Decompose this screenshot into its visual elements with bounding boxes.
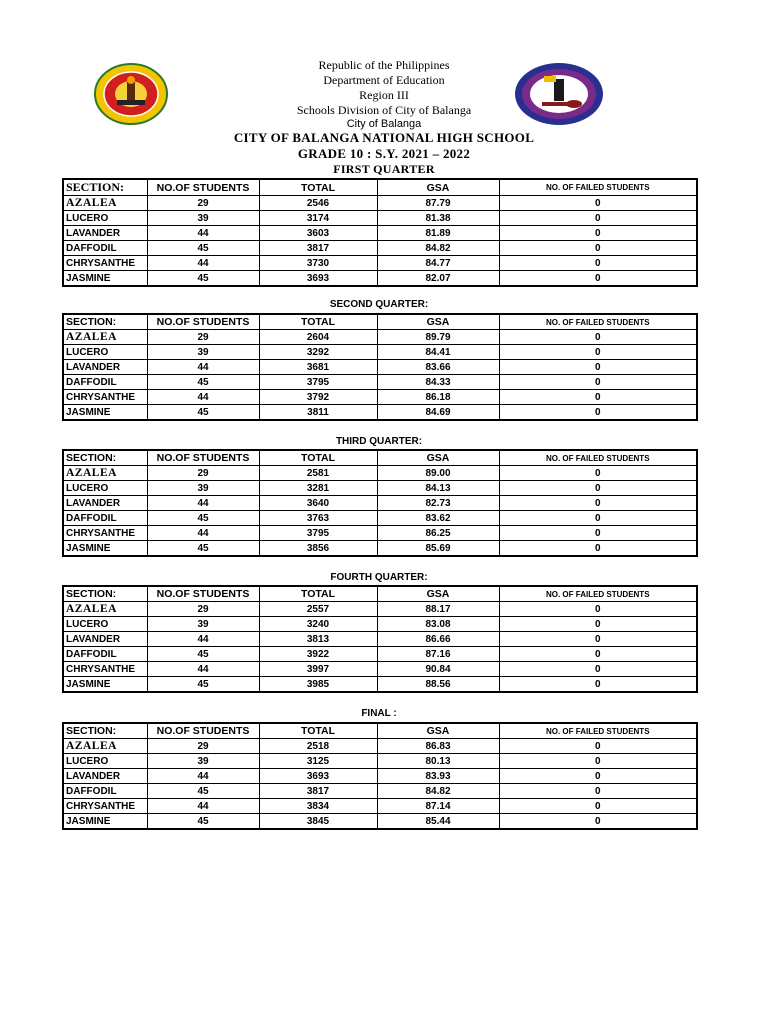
table-row (63, 390, 697, 405)
cell-gsa: 89.79 (377, 330, 499, 345)
cell-section: JASMINE (63, 677, 147, 693)
quarter-title-3: THIRD QUARTER: (335, 436, 423, 447)
col-gsa: GSA (377, 179, 499, 196)
cell-total: 3856 (259, 541, 377, 557)
cell-total: 3693 (259, 769, 377, 784)
cell-section: LAVANDER (63, 769, 147, 784)
cell-students: 45 (147, 677, 259, 693)
cell-gsa: 84.33 (377, 375, 499, 390)
cell-section: LUCERO (63, 345, 147, 360)
cell-gsa: 84.41 (377, 345, 499, 360)
cell-gsa: 83.93 (377, 769, 499, 784)
col-students: NO.OF STUDENTS (147, 586, 259, 602)
cell-total: 3997 (259, 662, 377, 677)
cell-gsa: 90.84 (377, 662, 499, 677)
cell-total: 2604 (259, 330, 377, 345)
cell-students: 29 (147, 196, 259, 211)
col-gsa: GSA (377, 586, 499, 602)
cell-students: 39 (147, 211, 259, 226)
cell-total: 3174 (259, 211, 377, 226)
cell-students: 45 (147, 784, 259, 799)
cell-failed: 0 (499, 360, 697, 375)
cell-failed: 0 (499, 814, 697, 830)
cell-failed: 0 (499, 496, 697, 511)
cell-gsa: 83.62 (377, 511, 499, 526)
cell-students: 44 (147, 390, 259, 405)
cell-total: 3985 (259, 677, 377, 693)
header-division: Schools Division of City of Balanga (296, 103, 472, 117)
cell-gsa: 86.66 (377, 632, 499, 647)
cell-students: 39 (147, 345, 259, 360)
quarter-table-2 (62, 313, 698, 421)
cell-section: JASMINE (63, 541, 147, 557)
col-total: TOTAL (259, 179, 377, 196)
table-row (63, 662, 697, 677)
table-row (63, 647, 697, 662)
cell-section: JASMINE (63, 405, 147, 421)
col-failed: NO. OF FAILED STUDENTS (499, 179, 697, 196)
cell-failed: 0 (499, 226, 697, 241)
cell-students: 45 (147, 271, 259, 287)
cell-total: 3811 (259, 405, 377, 421)
cell-students: 39 (147, 754, 259, 769)
table-row (63, 617, 697, 632)
cell-gsa: 84.13 (377, 481, 499, 496)
cell-total: 3681 (259, 360, 377, 375)
cell-total: 3817 (259, 784, 377, 799)
cell-students: 44 (147, 769, 259, 784)
col-failed: NO. OF FAILED STUDENTS (499, 314, 697, 330)
cell-students: 45 (147, 511, 259, 526)
quarter-title-2: SECOND QUARTER: (329, 299, 429, 310)
cell-section: CHRYSANTHE (63, 662, 147, 677)
school-name: CITY OF BALANGA NATIONAL HIGH SCHOOL (233, 130, 535, 145)
cell-students: 45 (147, 814, 259, 830)
quarter-title-4: FOURTH QUARTER: (330, 572, 428, 583)
cell-failed: 0 (499, 739, 697, 754)
cell-failed: 0 (499, 632, 697, 647)
cell-gsa: 81.38 (377, 211, 499, 226)
cell-total: 3817 (259, 241, 377, 256)
cell-gsa: 84.77 (377, 256, 499, 271)
quarter-table-4 (62, 585, 698, 693)
cell-failed: 0 (499, 345, 697, 360)
cell-failed: 0 (499, 799, 697, 814)
cell-section: LUCERO (63, 754, 147, 769)
cell-section: AZALEA (63, 330, 147, 345)
cell-total: 3845 (259, 814, 377, 830)
table-row (63, 360, 697, 375)
table-row (63, 814, 697, 830)
cell-gsa: 86.18 (377, 390, 499, 405)
cell-total: 2546 (259, 196, 377, 211)
table-header-row (63, 450, 697, 466)
cell-failed: 0 (499, 405, 697, 421)
cell-section: CHRYSANTHE (63, 526, 147, 541)
cell-section: LAVANDER (63, 360, 147, 375)
cell-failed: 0 (499, 196, 697, 211)
document-header (0, 58, 768, 176)
cell-students: 44 (147, 226, 259, 241)
cell-students: 44 (147, 799, 259, 814)
cell-section: LAVANDER (63, 496, 147, 511)
table-row (63, 784, 697, 799)
cell-total: 3730 (259, 256, 377, 271)
cell-total: 3640 (259, 496, 377, 511)
table-row (63, 330, 697, 345)
cell-gsa: 89.00 (377, 466, 499, 481)
cell-failed: 0 (499, 662, 697, 677)
cell-failed: 0 (499, 330, 697, 345)
col-students: NO.OF STUDENTS (147, 314, 259, 330)
cell-total: 3693 (259, 271, 377, 287)
cell-students: 44 (147, 526, 259, 541)
quarter-title-1: FIRST QUARTER (333, 162, 435, 176)
col-students: NO.OF STUDENTS (147, 450, 259, 466)
cell-failed: 0 (499, 390, 697, 405)
cell-gsa: 87.79 (377, 196, 499, 211)
header-region: Region III (359, 88, 409, 102)
cell-students: 45 (147, 405, 259, 421)
cell-failed: 0 (499, 617, 697, 632)
cell-failed: 0 (499, 602, 697, 617)
cell-students: 29 (147, 466, 259, 481)
cell-gsa: 83.66 (377, 360, 499, 375)
grade-school-year: GRADE 10 : S.Y. 2021 – 2022 (297, 146, 471, 161)
cell-students: 39 (147, 617, 259, 632)
table-row (63, 345, 697, 360)
table-row (63, 769, 697, 784)
cell-section: JASMINE (63, 814, 147, 830)
cell-gsa: 85.69 (377, 541, 499, 557)
cell-students: 44 (147, 632, 259, 647)
cell-failed: 0 (499, 511, 697, 526)
col-total: TOTAL (259, 314, 377, 330)
table-row (63, 541, 697, 557)
cell-total: 2557 (259, 602, 377, 617)
col-gsa: GSA (377, 450, 499, 466)
col-failed: NO. OF FAILED STUDENTS (499, 586, 697, 602)
table-header-row (63, 723, 697, 739)
col-gsa: GSA (377, 314, 499, 330)
table-row (63, 799, 697, 814)
cell-gsa: 82.07 (377, 271, 499, 287)
cell-section: CHRYSANTHE (63, 256, 147, 271)
col-section: SECTION: (63, 314, 147, 330)
table-row (63, 466, 697, 481)
quarter-table-3 (62, 449, 698, 557)
cell-failed: 0 (499, 481, 697, 496)
cell-gsa: 87.16 (377, 647, 499, 662)
cell-total: 3834 (259, 799, 377, 814)
cell-failed: 0 (499, 271, 697, 287)
header-department: Department of Education (323, 73, 445, 87)
cell-section: DAFFODIL (63, 375, 147, 390)
table-row (63, 632, 697, 647)
cell-section: DAFFODIL (63, 511, 147, 526)
cell-students: 44 (147, 256, 259, 271)
col-gsa: GSA (377, 723, 499, 739)
cell-failed: 0 (499, 211, 697, 226)
cell-total: 3763 (259, 511, 377, 526)
cell-failed: 0 (499, 466, 697, 481)
cell-section: LUCERO (63, 211, 147, 226)
table-row (63, 677, 697, 693)
cell-total: 3281 (259, 481, 377, 496)
cell-gsa: 87.14 (377, 799, 499, 814)
col-total: TOTAL (259, 723, 377, 739)
cell-section: AZALEA (63, 739, 147, 754)
cell-students: 45 (147, 241, 259, 256)
cell-section: AZALEA (63, 466, 147, 481)
cell-total: 3795 (259, 375, 377, 390)
cell-gsa: 83.08 (377, 617, 499, 632)
table-row (63, 496, 697, 511)
cell-students: 39 (147, 481, 259, 496)
col-section: SECTION: (63, 179, 147, 196)
cell-total: 2581 (259, 466, 377, 481)
cell-failed: 0 (499, 526, 697, 541)
table-row (63, 375, 697, 390)
cell-gsa: 86.25 (377, 526, 499, 541)
cell-students: 29 (147, 602, 259, 617)
cell-students: 45 (147, 375, 259, 390)
cell-gsa: 84.69 (377, 405, 499, 421)
cell-failed: 0 (499, 541, 697, 557)
cell-section: DAFFODIL (63, 784, 147, 799)
cell-total: 3792 (259, 390, 377, 405)
cell-section: AZALEA (63, 602, 147, 617)
cell-gsa: 84.82 (377, 784, 499, 799)
cell-gsa: 85.44 (377, 814, 499, 830)
cell-section: LUCERO (63, 481, 147, 496)
table-row (63, 739, 697, 754)
cell-section: DAFFODIL (63, 241, 147, 256)
cell-failed: 0 (499, 375, 697, 390)
cell-section: CHRYSANTHE (63, 390, 147, 405)
table-row (63, 256, 697, 271)
table-header-row (63, 179, 697, 196)
cell-gsa: 81.89 (377, 226, 499, 241)
cell-section: DAFFODIL (63, 647, 147, 662)
cell-total: 3125 (259, 754, 377, 769)
cell-failed: 0 (499, 769, 697, 784)
cell-total: 3603 (259, 226, 377, 241)
cell-total: 2518 (259, 739, 377, 754)
table-header-row (63, 586, 697, 602)
quarter-table-final (62, 722, 698, 830)
cell-total: 3240 (259, 617, 377, 632)
cell-gsa: 86.83 (377, 739, 499, 754)
col-students: NO.OF STUDENTS (147, 179, 259, 196)
cell-gsa: 88.17 (377, 602, 499, 617)
col-students: NO.OF STUDENTS (147, 723, 259, 739)
cell-section: CHRYSANTHE (63, 799, 147, 814)
table-row (63, 526, 697, 541)
cell-total: 3813 (259, 632, 377, 647)
cell-failed: 0 (499, 241, 697, 256)
col-failed: NO. OF FAILED STUDENTS (499, 723, 697, 739)
cell-gsa: 80.13 (377, 754, 499, 769)
col-total: TOTAL (259, 586, 377, 602)
quarter-table-1 (62, 178, 698, 287)
cell-students: 44 (147, 662, 259, 677)
cell-section: AZALEA (63, 196, 147, 211)
table-row (63, 271, 697, 287)
table-row (63, 754, 697, 769)
table-header-row (63, 314, 697, 330)
cell-failed: 0 (499, 647, 697, 662)
table-row (63, 405, 697, 421)
col-section: SECTION: (63, 450, 147, 466)
col-failed: NO. OF FAILED STUDENTS (499, 450, 697, 466)
cell-total: 3795 (259, 526, 377, 541)
cell-students: 44 (147, 496, 259, 511)
col-section: SECTION: (63, 723, 147, 739)
quarter-title-final: FINAL : (361, 708, 397, 719)
cell-failed: 0 (499, 677, 697, 693)
table-row (63, 602, 697, 617)
table-row (63, 241, 697, 256)
cell-gsa: 84.82 (377, 241, 499, 256)
col-section: SECTION: (63, 586, 147, 602)
table-row (63, 481, 697, 496)
cell-students: 45 (147, 647, 259, 662)
cell-section: LAVANDER (63, 226, 147, 241)
cell-total: 3922 (259, 647, 377, 662)
cell-students: 29 (147, 739, 259, 754)
cell-gsa: 82.73 (377, 496, 499, 511)
cell-students: 45 (147, 541, 259, 557)
cell-failed: 0 (499, 256, 697, 271)
cell-students: 44 (147, 360, 259, 375)
cell-section: LAVANDER (63, 632, 147, 647)
table-row (63, 196, 697, 211)
cell-gsa: 88.56 (377, 677, 499, 693)
header-republic: Republic of the Philippines (318, 58, 450, 72)
cell-total: 3292 (259, 345, 377, 360)
cell-section: JASMINE (63, 271, 147, 287)
cell-failed: 0 (499, 784, 697, 799)
cell-students: 29 (147, 330, 259, 345)
table-row (63, 226, 697, 241)
table-row (63, 211, 697, 226)
cell-section: LUCERO (63, 617, 147, 632)
col-total: TOTAL (259, 450, 377, 466)
table-row (63, 511, 697, 526)
cell-failed: 0 (499, 754, 697, 769)
header-city: City of Balanga (346, 118, 422, 130)
